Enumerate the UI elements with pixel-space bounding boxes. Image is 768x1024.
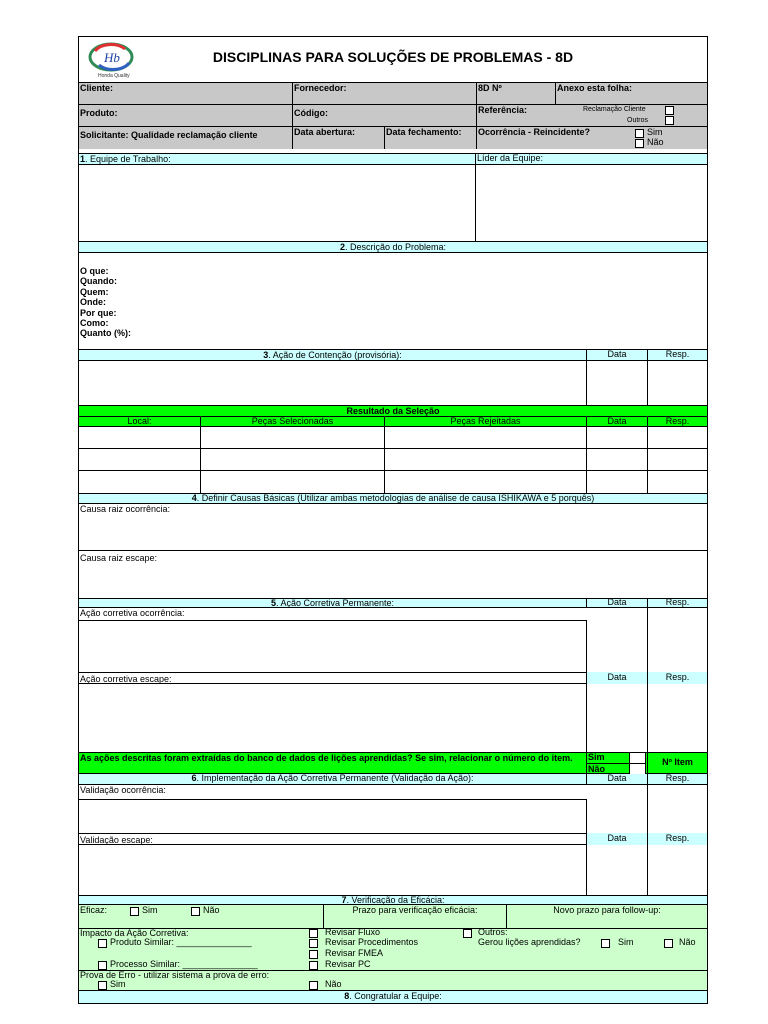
revisar-fmea-checkbox[interactable]: [309, 950, 318, 959]
prova-erro-nao-label: Não: [325, 979, 342, 989]
form-header: [79, 37, 707, 83]
section-5-title: . Ação Corretiva Permanente:: [275, 598, 395, 608]
question-quanto: Quanto (%):: [80, 328, 131, 339]
question-como: Como:: [80, 318, 109, 329]
processo-similar-checkbox[interactable]: [98, 961, 107, 970]
section-8-title: . Congratular a Equipe:: [349, 991, 442, 1001]
produto-label: Produto:: [80, 108, 118, 118]
causa-ocorrencia-field[interactable]: [79, 504, 707, 551]
anexo-label: Anexo esta folha:: [557, 83, 633, 93]
gerou-licoes-label: Gerou lições aprendidas?: [478, 937, 581, 947]
gerou-licoes-nao-label: Não: [679, 937, 696, 947]
licoes-sim-label: Sim: [586, 752, 629, 763]
gerou-licoes-nao-checkbox[interactable]: [664, 939, 673, 948]
s5-resp-header: Resp.: [647, 598, 707, 608]
prova-erro-sim-label: Sim: [110, 979, 126, 989]
revisar-pc-checkbox[interactable]: [309, 961, 318, 970]
produto-similar-label: Produto Similar: _______________: [110, 937, 252, 947]
s5-data-header: Data: [586, 598, 647, 608]
s6b-resp-header: Resp.: [647, 833, 707, 845]
section-6-header: 6. Implementação da Ação Corretiva Permanente (Validação da Ação): Data Resp.: [79, 774, 707, 785]
acao-escape-data-field[interactable]: [587, 684, 648, 752]
s6-resp-header: Resp.: [647, 774, 707, 785]
section-5-header: 5. Ação Corretiva Permanente: Data Resp.: [79, 598, 707, 608]
contencao-area[interactable]: [79, 361, 707, 405]
col-pecas-selecionadas: Peças Selecionadas: [201, 417, 385, 426]
licoes-item-label: Nº Item: [647, 752, 707, 774]
question-o-que: O que:: [80, 266, 109, 276]
acao-ocorrencia-label: Ação corretiva ocorrência:: [80, 608, 185, 618]
reincidente-nao-label: Não: [647, 137, 664, 147]
section-2-header: 2. Descrição do Problema:: [79, 241, 707, 253]
data-abertura-label: Data abertura:: [294, 127, 356, 137]
prova-erro-block: [79, 971, 707, 991]
prova-erro-label: Prova de Erro - utilizar sistema a prova de erro:: [80, 970, 270, 980]
info-block: [79, 83, 707, 149]
lider-field[interactable]: [476, 165, 707, 241]
question-por-que: Por que:: [80, 307, 117, 318]
section-4-header: 4. Definir Causas Básicas (Utilizar ambas metodologias de análise de causa ISHIKAWA e 5 porquês): [79, 493, 707, 504]
svg-text:Honda Quality: Honda Quality: [98, 73, 130, 79]
data-fechamento-label: Data fechamento:: [386, 127, 462, 137]
col-pecas-rejeitadas: Peças Rejeitadas: [385, 417, 587, 426]
eficaz-label: Eficaz:: [80, 905, 108, 915]
licoes-row: [79, 752, 707, 774]
section-3-title: . Ação de Contenção (provisória):: [268, 350, 402, 360]
acao-escape-label: Ação corretiva escape:: [80, 674, 172, 684]
outros-impacto-checkbox[interactable]: [463, 929, 472, 938]
section-7-header: 7. Verificação da Eficácia:: [79, 895, 707, 905]
validacao-ocorrencia-data-field[interactable]: [587, 785, 648, 833]
lider-equipe-label: Líder da Equipe:: [477, 153, 544, 163]
acao-escape-header: [79, 672, 707, 684]
section-2-title: . Descrição do Problema:: [344, 242, 447, 252]
prova-erro-sim-checkbox[interactable]: [98, 981, 107, 990]
page-title: DISCIPLINAS PARA SOLUÇÕES DE PROBLEMAS - 8D: [212, 49, 574, 65]
codigo-label: Código:: [294, 108, 328, 118]
referencia-label: Referência:: [478, 105, 528, 115]
acao-ocorrencia-area: [79, 608, 707, 672]
contencao-data-field[interactable]: [587, 361, 648, 405]
eficacia-row: [79, 905, 707, 929]
col-resp: Resp.: [665, 416, 690, 426]
revisar-procedimentos-label: Revisar Procedimentos: [325, 937, 419, 947]
validacao-escape-label: Validação escape:: [80, 835, 153, 845]
processo-similar-label: Processo Similar: _______________: [110, 959, 258, 969]
impacto-block: [79, 929, 707, 971]
solicitante-label: Solicitante: Qualidade reclamação cliente: [80, 130, 258, 140]
ocorrencia-label: Ocorrência - Reincidente?: [478, 127, 591, 137]
problem-questions: [80, 266, 131, 339]
eficaz-nao-label: Não: [203, 905, 220, 915]
reincidente-nao-checkbox[interactable]: [635, 139, 644, 148]
licoes-question: As ações descritas foram extraídas do banco de dados de lições aprendidas? Se sim, relacionar o número do item.: [80, 753, 573, 763]
s3-resp-header: Resp.: [647, 349, 707, 361]
question-onde: Onde:: [80, 297, 106, 308]
validacao-escape-area: [79, 845, 707, 895]
s3-data-header: Data: [586, 349, 647, 361]
fornecedor-label: Fornecedor:: [294, 83, 347, 93]
outros-impacto-label: Outros:: [478, 927, 508, 937]
s5b-data-header: Data: [586, 672, 647, 684]
licoes-nao-label: Não: [586, 763, 629, 774]
s5b-resp-header: Resp.: [647, 672, 707, 684]
eficaz-sim-label: Sim: [142, 905, 158, 915]
section-6-title: . Implementação da Ação Corretiva Permanente (Validação da Ação):: [196, 773, 474, 783]
gerou-licoes-sim-label: Sim: [618, 937, 634, 947]
validacao-ocorrencia-field[interactable]: [79, 799, 587, 833]
section-8-header: 8. Congratular a Equipe:: [79, 991, 707, 1003]
question-quem: Quem:: [80, 286, 109, 297]
revisar-pc-label: Revisar PC: [325, 959, 371, 969]
s6-data-header: Data: [586, 774, 647, 785]
section-3-header: 3. Ação de Contenção (provisória): Data Resp.: [79, 349, 707, 361]
equipe-field[interactable]: [79, 165, 476, 241]
validacao-escape-header: [79, 833, 707, 845]
validacao-ocorrencia-label: Validação ocorrência:: [80, 785, 166, 795]
reincidente-sim-checkbox[interactable]: [635, 129, 644, 138]
causa-escape-field[interactable]: [79, 551, 707, 598]
selecao-title: Resultado da Seleção: [79, 405, 707, 417]
acao-escape-field[interactable]: [79, 684, 587, 752]
section-7-title: . Verificação da Eficácia:: [346, 895, 445, 905]
revisar-fluxo-checkbox[interactable]: [309, 929, 318, 938]
selecao-columns: [79, 417, 707, 427]
outros-ref-label: Outros: [627, 117, 649, 124]
causa-ocorrencia-label: Causa raiz ocorrência:: [80, 504, 171, 514]
section-1-title: . Equipe de Trabalho:: [85, 154, 171, 164]
form-8d: [78, 36, 708, 1004]
produto-similar-checkbox[interactable]: [98, 939, 107, 948]
novo-prazo-label[interactable]: Novo prazo para follow-up:: [553, 905, 661, 915]
contencao-field[interactable]: [79, 361, 587, 405]
col-local: Local:: [79, 417, 201, 426]
revisar-fmea-label: Revisar FMEA: [325, 948, 384, 958]
prova-erro-nao-checkbox[interactable]: [309, 981, 318, 990]
eficaz-sim-checkbox[interactable]: [130, 907, 139, 916]
section-4-title: . Definir Causas Básicas (Utilizar ambas metodologias de análise de causa ISHIKAWA e 5 porquês): [196, 493, 595, 503]
cliente-label: Cliente:: [80, 83, 114, 93]
revisar-procedimentos-checkbox[interactable]: [309, 939, 318, 948]
eficaz-nao-checkbox[interactable]: [191, 907, 200, 916]
revisar-fluxo-label: Revisar Fluxo: [325, 927, 381, 937]
prazo-verificacao-label[interactable]: Prazo para verificação eficácia:: [323, 905, 507, 928]
selecao-table-body: [79, 427, 707, 493]
question-quando: Quando:: [80, 276, 117, 287]
gerou-licoes-sim-checkbox[interactable]: [601, 939, 610, 948]
equipe-area[interactable]: [79, 165, 707, 241]
acao-escape-area: [79, 684, 707, 752]
s6b-data-header: Data: [586, 833, 647, 845]
validacao-escape-data-field[interactable]: [587, 845, 648, 895]
svg-text:Hb: Hb: [104, 50, 120, 65]
8d-number-label: 8D Nº: [478, 83, 502, 93]
reclamacao-cliente-checkbox[interactable]: [665, 106, 674, 115]
reincidente-sim-label: Sim: [647, 127, 663, 137]
validacao-ocorrencia-area: [79, 785, 707, 833]
impacto-label: Impacto da Ação Corretiva:: [80, 928, 189, 938]
acao-ocorrencia-field[interactable]: [79, 620, 587, 672]
section-1-header: 1. Equipe de Trabalho: Líder da Equipe:: [79, 153, 707, 165]
col-data: Data: [587, 417, 648, 426]
reclamacao-cliente-label: Reclamação Cliente: [583, 106, 646, 113]
acao-ocorrencia-data-field[interactable]: [587, 608, 648, 672]
causa-escape-label: Causa raiz escape:: [80, 553, 158, 563]
validacao-escape-field[interactable]: [79, 845, 587, 895]
outros-ref-checkbox[interactable]: [665, 116, 674, 125]
